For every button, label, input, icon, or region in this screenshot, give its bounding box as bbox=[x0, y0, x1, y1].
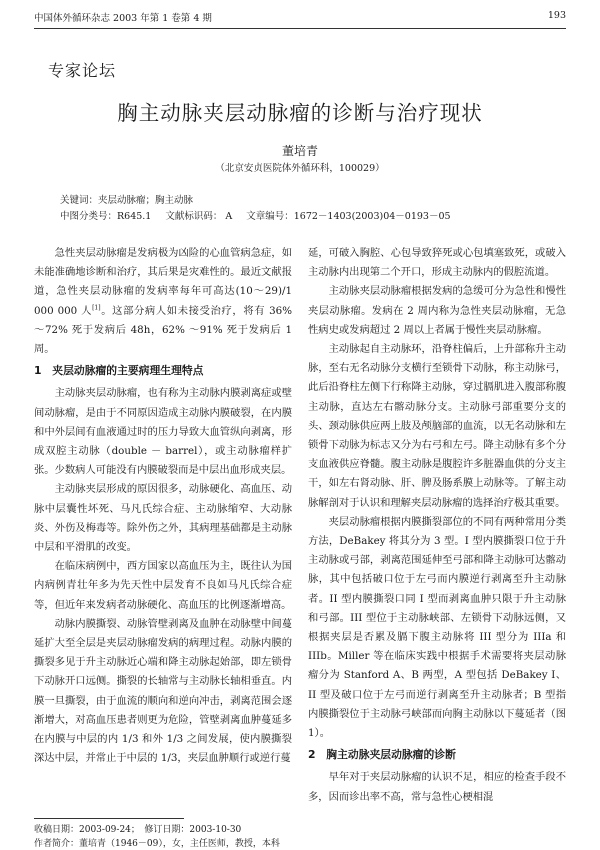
clc-number: 中图分类号：R645.1 bbox=[60, 211, 152, 222]
journal-info: 中国体外循环杂志 2003 年第 1 卷第 4 期 bbox=[34, 13, 212, 24]
classification-line bbox=[60, 208, 560, 222]
header-rule bbox=[34, 28, 566, 29]
left-column bbox=[34, 244, 292, 819]
paragraph: 主动脉起自主动脉环，沿脊柱偏后，上升部称升主动脉，至右无名动脉分支横行至锁骨下动脉，称主动脉弓，此后沿脊柱左侧下行称降主动脉，穿过膈肌进入腹部称腹主动脉，直达左右髂动脉分支。主动脉弓部重要分支的头、颈动脉供应两上肢及颅脑部的血流，以无名动脉和左锁骨下动脉为标志又分为右弓和左弓。降主动脉有多个分支血液供应脊髓。腹主动脉是腹腔许多脏器血供的分支主干，如左右肾动脉、肝、脾及肠系膜上动脉等。了解主动脉解剖对于认识和理解夹层动脉瘤的选择治疗极其重要。 bbox=[308, 343, 566, 509]
section-heading: 2 胸主动脉夹层动脉瘤的诊断 bbox=[308, 748, 456, 762]
document-code: 文献标识码： A bbox=[165, 211, 233, 222]
paragraph: 主动脉夹层动脉瘤，也有称为主动脉内膜剥离症或壁间动脉瘤，是由于不同原因造成主动脉内膜破裂，在内膜和中外层间有血液通过时的压力导致大血管纵向剥离，形成双腔主动脉（double － barrel），或主动脉瘤样扩张。少数病人可能没有内膜破裂而是中层出血形成夹层。 bbox=[34, 387, 292, 477]
section-label: 专家论坛 bbox=[48, 61, 117, 80]
paragraph: 主动脉夹层形成的原因很多，动脉硬化、高血压、动脉中层囊性坏死、马凡氏综合症、主动脉缩窄、大动脉炎、外伤及梅毒等。除外伤之外，其病理基础都是主动脉中层和平滑肌的改变。 bbox=[34, 483, 292, 554]
paragraph: 动脉内膜撕裂、动脉管壁剥离及血肿在动脉壁中间蔓延扩大至全层是夹层动脉瘤发病的病理过程。动脉内膜的撕裂多见于升主动脉近心端和降主动脉起始部，即左锁骨下动脉开口远侧。撕裂的长轴常与主动脉长轴相垂直。内膜一旦撕裂，由于血流的顺向和逆向冲击，剥离范围会逐渐增大，对高血压患者则更为危险，管壁剥离血肿蔓延多在内膜与中层的内 1/3 和外 1/3 之间发展，使内膜撕裂深达中层，并常止于中层的 1/3，夹层血肿顺行或逆行蔓 bbox=[34, 617, 292, 765]
keywords: 关键词：夹层动脉瘤；胸主动脉 bbox=[60, 195, 194, 206]
paragraph: 主动脉夹层动脉瘤根据发病的急缓可分为急性和慢性夹层动脉瘤。发病在 2 周内称为急性夹层动脉瘤，无急性病史或发病超过 2 周以上者属于慢性夹层动脉瘤。 bbox=[308, 285, 566, 336]
section-heading: 1 夹层动脉瘤的主要病理生理特点 bbox=[34, 364, 204, 378]
received-date: 收稿日期：2003-09-24； 修订日期：2003-10-30 bbox=[34, 825, 242, 835]
author-affiliation: （北京安贞医院体外循环科，100029） bbox=[215, 163, 385, 174]
paragraph: 早年对于夹层动脉瘤的认识不足，相应的检查手段不多，因而诊出率不高，常与急性心梗相混 bbox=[308, 771, 566, 803]
footnote-rule bbox=[34, 818, 184, 819]
citation[interactable]: [1] bbox=[92, 304, 101, 312]
paragraph: 在临床病例中，西方国家以高血压为主，既往认为国内病例青壮年多为先天性中层发育不良如马凡氏综合症等，但近年来发病者动脉硬化、高血压的比例逐渐增高。 bbox=[34, 560, 292, 611]
right-column bbox=[308, 244, 566, 844]
author-name: 董培青 bbox=[281, 144, 318, 158]
article-number: 文章编号：1672－1403(2003)04－0193－05 bbox=[246, 211, 451, 222]
paragraph: 延，可破入胸腔、心包导致猝死或心包填塞致死，或破入主动脉内出现第二个开口，形成主动脉内的假腔流道。 bbox=[308, 247, 566, 279]
article-title: 胸主动脉夹层动脉瘤的诊断与治疗现状 bbox=[117, 101, 483, 125]
author-bio: 作者简介：董培青（1946－09），女，主任医师，教授，本科 bbox=[34, 839, 280, 849]
page-number: 193 bbox=[547, 10, 566, 21]
running-head bbox=[34, 10, 566, 26]
paragraph: 夹层动脉瘤根据内膜撕裂部位的不同有两种常用分类方法，DeBakey 将其分为 3 型。I 型内膜撕裂口位于升主动脉或弓部，剥离范围延伸至弓部和降主动脉可达髂动脉，其中包括破口位于左弓而内膜逆行剥离至升主动脉者。II 型内膜撕裂口同 I 型而剥离血肿只限于升主动脉和弓部。III 型位于主动脉峡部、左锁骨下动脉远侧，又根据夹层是否累及膈下腹主动脉将 III 型分为 IIIa 和 IIIb。Miller 等在临床实践中根据手术需要将夹层动脉瘤分为 Stanford A、B 两型，A 型包括 DeBakey I、II 型及破口位于左弓而逆行剥离至升主动脉者；B 型指内膜撕裂位于主动脉弓峡部而向胸主动脉以下蔓延者（图 1）。 bbox=[308, 515, 566, 740]
paragraph: 急性夹层动脉瘤是发病极为凶险的心血管病急症，如未能准确地诊断和治疗，其后果是灾难性的。最近文献报道，急性夹层动脉瘤的发病率每年可高达(10～29)/1 000 000 人[1]。这部分病人如未接受治疗，将有 36% ～72% 死于发病后 48h，62% ～91% 死于发病后 1 周。 bbox=[34, 247, 292, 356]
